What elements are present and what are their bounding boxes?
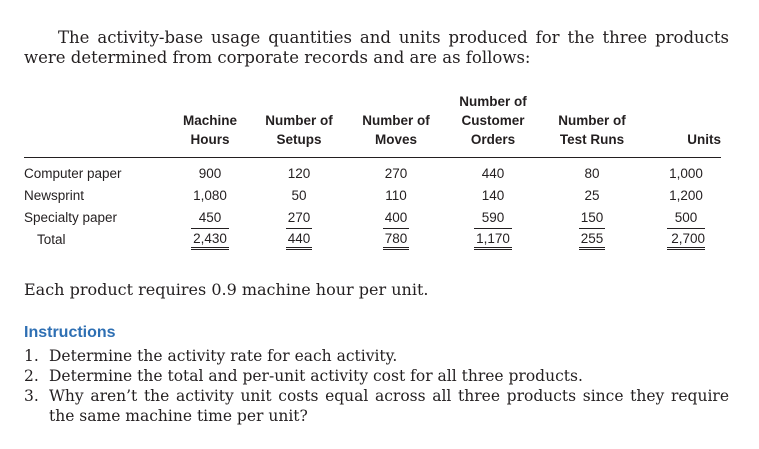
- column-gap: [436, 184, 453, 206]
- header-line: Customer: [461, 113, 525, 128]
- header-line: Machine: [182, 113, 237, 128]
- header-line: Hours: [190, 132, 230, 147]
- cell-value: 270: [287, 209, 311, 225]
- column-gap: [436, 92, 453, 158]
- total-value: 255: [579, 228, 605, 250]
- table-row: [24, 206, 721, 228]
- cell-units: 1,000: [669, 165, 703, 181]
- instruction-text: Why aren’t the activity unit costs equal across all three products since they require the same machine time per unit?: [49, 387, 729, 425]
- header-setups: [259, 92, 339, 158]
- instruction-item: [24, 386, 729, 426]
- header-line: Number of: [362, 113, 430, 128]
- total-test-runs: [550, 228, 634, 250]
- column-gap: [242, 228, 259, 250]
- column-gap: [634, 228, 651, 250]
- column-gap: [242, 92, 259, 158]
- column-gap: [242, 206, 259, 228]
- header-units: [651, 92, 721, 158]
- header-line: Orders: [470, 132, 516, 147]
- total-customer-orders: [453, 228, 533, 250]
- cell-test-runs: 25: [584, 187, 600, 203]
- cell-value: 500: [674, 209, 698, 225]
- machine-hour-note: Each product requires 0.9 machine hour per unit.: [24, 280, 429, 299]
- header-line: Number of: [459, 94, 527, 109]
- column-gap: [339, 228, 356, 250]
- total-value: 2,700: [667, 228, 705, 250]
- total-value: 780: [383, 228, 409, 250]
- total-label: Total: [37, 231, 66, 247]
- cell-value: 450: [198, 209, 222, 225]
- header-line: Test Runs: [559, 132, 625, 147]
- instruction-text: Determine the activity rate for each activity.: [49, 347, 398, 365]
- column-gap: [634, 158, 651, 185]
- column-gap: [242, 184, 259, 206]
- table-row: [24, 184, 721, 206]
- cell-units: 1,200: [669, 187, 703, 203]
- header-customer-orders: [453, 92, 533, 158]
- column-gap: [533, 92, 550, 158]
- total-value: 2,430: [191, 228, 229, 250]
- column-gap: [533, 184, 550, 206]
- cell-moves: [356, 206, 436, 228]
- column-gap: [339, 158, 356, 185]
- cell-machine-hours: 1,080: [193, 187, 227, 203]
- cell-moves: 110: [385, 187, 407, 203]
- header-machine-hours: [178, 92, 242, 158]
- instruction-number: 2.: [24, 367, 39, 385]
- column-gap: [533, 158, 550, 185]
- total-units: [651, 228, 721, 250]
- column-gap: [339, 184, 356, 206]
- cell-moves: 270: [384, 165, 408, 181]
- cell-value: 150: [580, 209, 604, 225]
- column-gap: [634, 206, 651, 228]
- column-gap: [242, 158, 259, 185]
- header-line: Units: [687, 132, 721, 147]
- cell-units: [651, 206, 721, 228]
- instruction-item: [24, 366, 729, 386]
- cell-machine-hours: 900: [198, 165, 222, 181]
- column-gap: [436, 158, 453, 185]
- row-label: Newsprint: [24, 187, 85, 203]
- total-machine-hours: [178, 228, 242, 250]
- activity-usage-table: [24, 92, 721, 250]
- column-gap: [339, 92, 356, 158]
- cell-value: 590: [481, 209, 505, 225]
- cell-setups: 120: [287, 165, 311, 181]
- cell-setups: 50: [291, 187, 307, 203]
- table-row: [24, 158, 721, 185]
- column-gap: [436, 228, 453, 250]
- header-test-runs: [550, 92, 634, 158]
- column-gap: [339, 206, 356, 228]
- instruction-number: 3.: [24, 387, 39, 405]
- cell-value: 400: [384, 209, 408, 225]
- header-line: Moves: [374, 132, 418, 147]
- header-line: Number of: [558, 113, 626, 128]
- total-value: 440: [286, 228, 312, 250]
- instruction-item: [24, 346, 729, 366]
- column-gap: [436, 206, 453, 228]
- column-gap: [533, 206, 550, 228]
- cell-test-runs: 80: [584, 165, 600, 181]
- instruction-number: 1.: [24, 347, 39, 365]
- row-label: Specialty paper: [24, 209, 118, 225]
- total-moves: [356, 228, 436, 250]
- total-setups: [259, 228, 339, 250]
- table-header-row: [24, 92, 721, 158]
- intro-paragraph: [24, 28, 729, 68]
- column-gap: [634, 92, 651, 158]
- row-label: Computer paper: [24, 165, 122, 181]
- cell-setups: [259, 206, 339, 228]
- instruction-text: Determine the total and per-unit activity cost for all three products.: [49, 367, 583, 385]
- total-row: [24, 228, 721, 250]
- header-moves: [356, 92, 436, 158]
- column-gap: [533, 228, 550, 250]
- instructions-list: [24, 346, 729, 426]
- header-line: Setups: [276, 132, 322, 147]
- row-label-header: [24, 92, 178, 158]
- cell-customer-orders: 440: [481, 165, 505, 181]
- intro-text: The activity-base usage quantities and units produced for the three products were determined from corporate records and are as follows:: [24, 28, 729, 67]
- instructions-heading: Instructions: [24, 324, 116, 341]
- total-value: 1,170: [474, 228, 512, 250]
- cell-test-runs: [550, 206, 634, 228]
- cell-customer-orders: [453, 206, 533, 228]
- header-line: Number of: [265, 113, 333, 128]
- column-gap: [634, 184, 651, 206]
- cell-customer-orders: 140: [481, 187, 505, 203]
- cell-machine-hours: [178, 206, 242, 228]
